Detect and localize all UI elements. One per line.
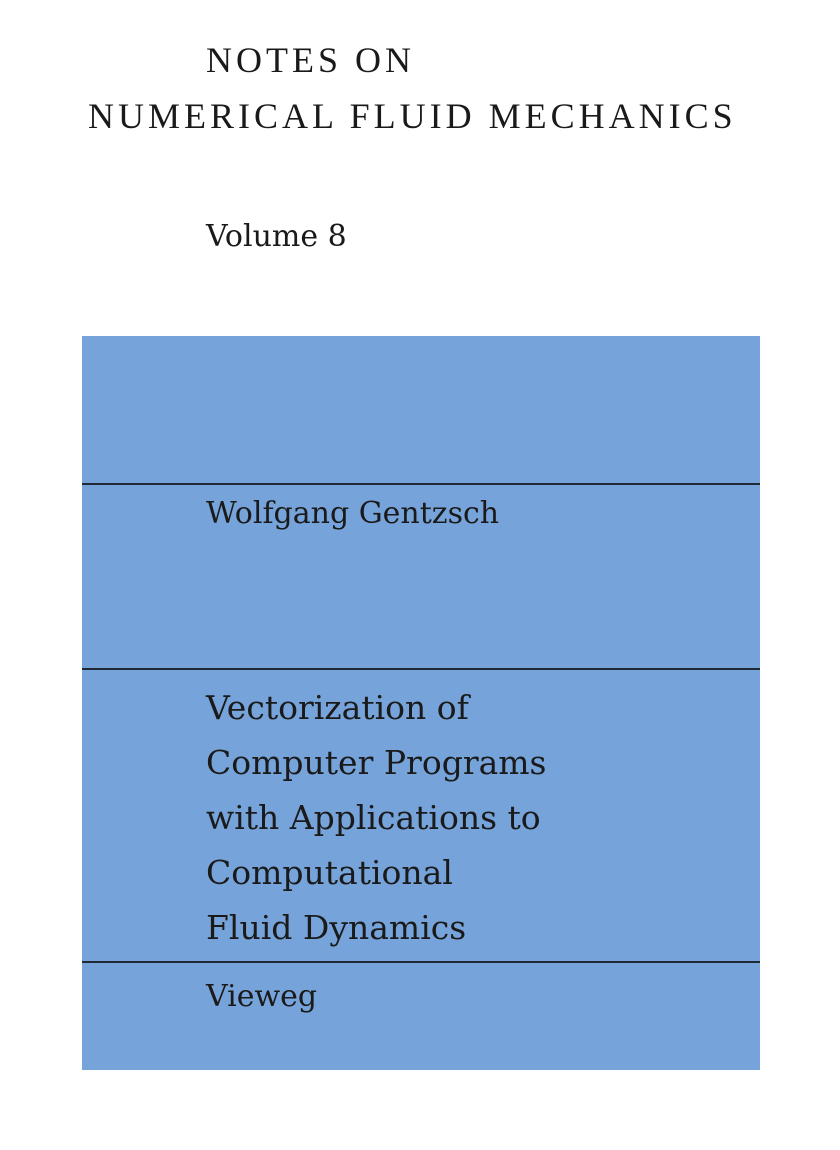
book-title-line: Computer Programs xyxy=(206,743,547,782)
book-title-line: Vectorization of xyxy=(206,688,469,727)
author-name: Wolfgang Gentzsch xyxy=(206,496,500,531)
series-title-line-1: NOTES ON xyxy=(206,40,415,80)
cover-panel xyxy=(82,336,760,1070)
divider-rule-bottom xyxy=(82,961,760,963)
series-title-line-2: NUMERICAL FLUID MECHANICS xyxy=(88,96,737,136)
divider-rule-middle xyxy=(82,668,760,670)
book-title xyxy=(206,680,547,955)
divider-rule-top xyxy=(82,483,760,485)
book-title-line: Fluid Dynamics xyxy=(206,908,467,947)
book-title-line: Computational xyxy=(206,853,453,892)
book-title-line: with Applications to xyxy=(206,798,541,837)
publisher-name: Vieweg xyxy=(206,979,318,1014)
volume-number: Volume 8 xyxy=(206,219,347,254)
